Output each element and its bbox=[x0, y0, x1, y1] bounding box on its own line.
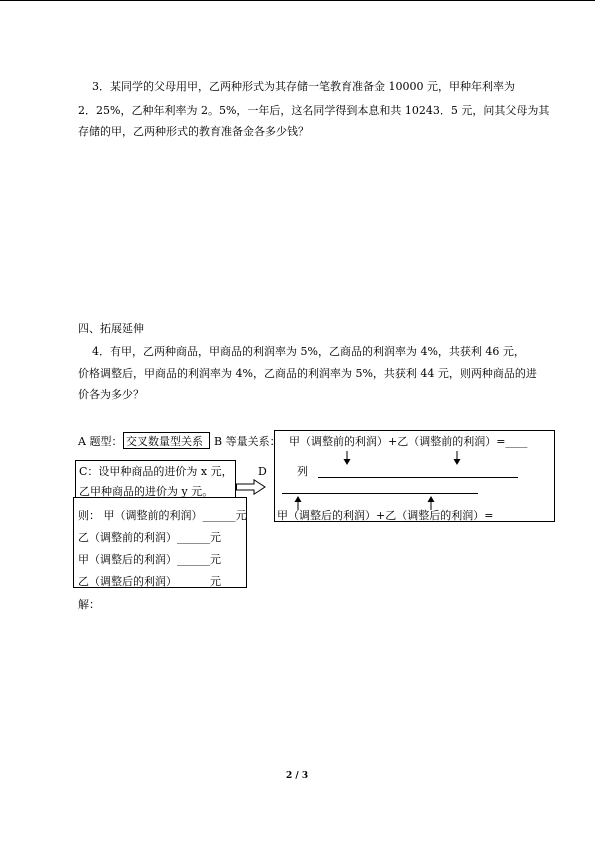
profit-expression-2: 乙（调整前的利润）______元 bbox=[78, 531, 221, 544]
relation-before: 甲（调整前的利润）+乙（调整前的利润）=____ bbox=[289, 435, 528, 448]
equation-label: 列 bbox=[297, 465, 308, 478]
assumption-line1: C：设甲种商品的进价为 x 元， bbox=[79, 465, 233, 478]
topic-type-label: A 题型： bbox=[78, 435, 123, 448]
relation-after: 甲（调整后的利润）+乙（调整后的利润）=______ bbox=[277, 509, 527, 522]
down-arrow-icon bbox=[343, 451, 351, 468]
topic-type-value: 交叉数量型关系 bbox=[126, 435, 203, 448]
equal-relation-label: B 等量关系： bbox=[214, 435, 281, 448]
problem4-line2: 价格调整后，甲商品的利润率为 4%，乙商品的利润率为 5%，共获利 44 元，则两种商品的进 bbox=[78, 367, 537, 380]
problem3-line2: 2．25%，乙种年利率为 2。5%，一年后，这名同学得到本息和共 10243．5 元，问其父母为其 bbox=[78, 104, 550, 117]
down-arrow-icon bbox=[453, 451, 461, 468]
problem4-line3: 价各为多少？ bbox=[78, 388, 144, 401]
equation-blank-1 bbox=[318, 477, 518, 478]
profit-expression-4: 乙（调整后的利润）______元 bbox=[78, 575, 221, 588]
step-d-label: D bbox=[258, 465, 267, 478]
equation-blank-2 bbox=[282, 493, 478, 494]
profit-expression-3: 甲（调整后的利润）______元 bbox=[78, 553, 221, 566]
right-arrow-icon bbox=[236, 479, 266, 498]
page-number: 2 / 3 bbox=[286, 771, 309, 781]
assumption-line2: 乙甲种商品的进价为 y 元。 bbox=[79, 485, 214, 498]
header-rule bbox=[0, 0, 595, 1]
section-title: 四、拓展延伸 bbox=[78, 322, 144, 335]
problem3-line3: 存储的甲，乙两种形式的教育准备金各多少钱？ bbox=[78, 125, 309, 138]
problem4-line1: 4．有甲，乙两种商品，甲商品的利润率为 5%，乙商品的利润率为 4%，共获利 46 元， bbox=[92, 345, 525, 358]
problem3-line1: 3．某同学的父母用甲，乙两种形式为其存储一笔教育准备金 10000 元，甲种年利率为 bbox=[92, 80, 515, 93]
profit-expression-1: 则： 甲（调整前的利润）______元 bbox=[78, 509, 247, 522]
solution-label: 解： bbox=[78, 598, 100, 611]
